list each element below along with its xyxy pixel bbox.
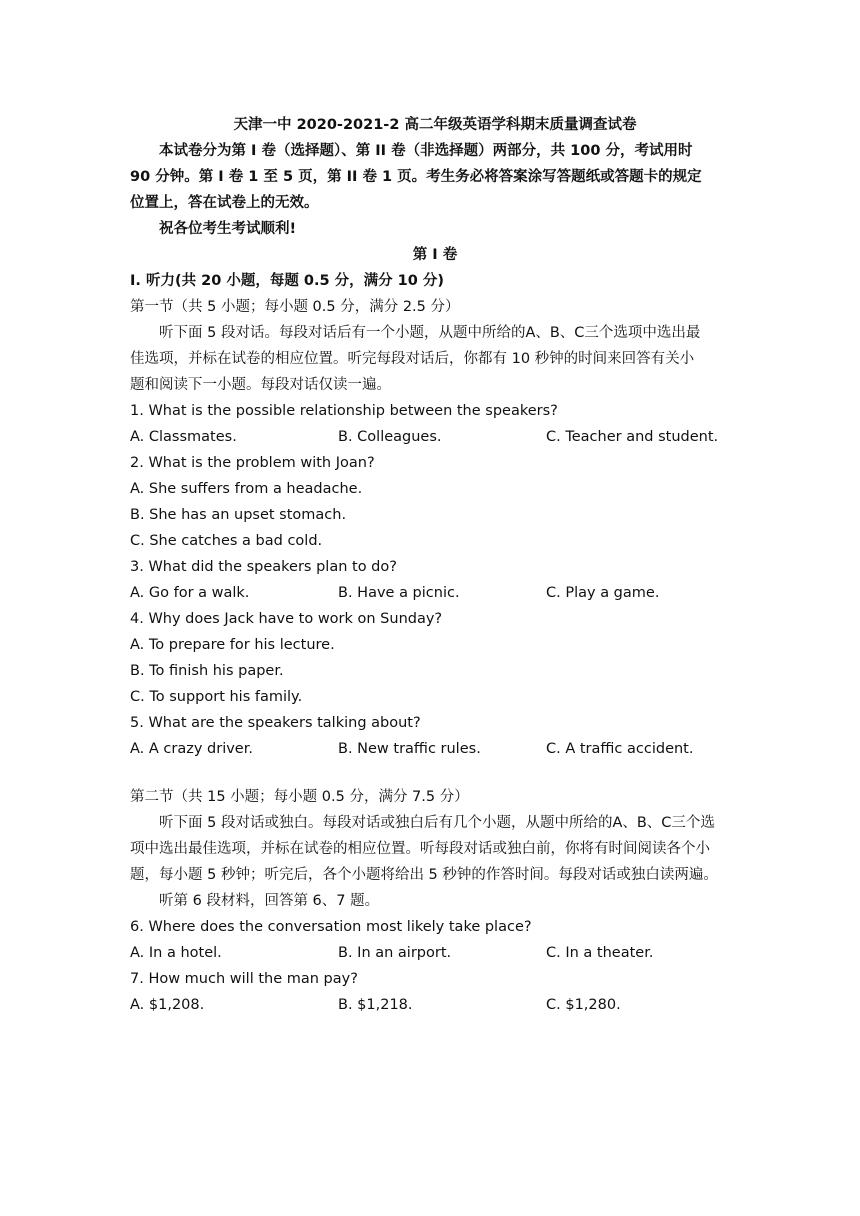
part-heading: I. 听力(共 20 小题，每题 0.5 分，满分 10 分): [130, 273, 445, 289]
option: C. She catches a bad cold.: [130, 533, 323, 549]
material-note: 听第 6 段材料，回答第 6、7 题。: [159, 893, 380, 909]
option: B. To finish his paper.: [130, 663, 284, 679]
question: [130, 966, 740, 1018]
options-row: [130, 940, 740, 966]
question: [130, 914, 740, 966]
options-row: [130, 736, 740, 762]
section-gap: [130, 762, 740, 784]
options-row: [130, 992, 740, 1018]
option: A. To prepare for his lecture.: [130, 637, 335, 653]
section-heading: 第二节（共 15 小题；每小题 0.5 分，满分 7.5 分）: [130, 789, 469, 805]
instruction-line: 听下面 5 段对话或独白。每段对话或独白后有几个小题，从题中所给的A、B、C三个选: [159, 815, 715, 831]
instruction-line: 佳选项，并标在试卷的相应位置。听完每段对话后，你都有 10 秒钟的时间来回答有关小: [130, 351, 695, 367]
exam-intro: [130, 138, 740, 216]
question-stem: 5. What are the speakers talking about?: [130, 715, 421, 731]
instruction-line: 题，每小题 5 秒钟；听完后，各个小题将给出 5 秒钟的作答时间。每段对话或独白读两遍。: [130, 867, 718, 883]
option: C. To support his family.: [130, 689, 303, 705]
option: B. Colleagues.: [338, 429, 442, 445]
section-instructions: [130, 810, 740, 888]
instruction-line: 听下面 5 段对话。每段对话后有一个小题，从题中所给的A、B、C三个选项中选出最: [159, 325, 701, 341]
exam-page: [130, 112, 740, 1018]
instruction-line: 项中选出最佳选项，并标在试卷的相应位置。听每段对话或独白前，你将有时间阅读各个小: [130, 841, 710, 857]
question-stem: 7. How much will the man pay?: [130, 971, 358, 987]
question: [130, 398, 740, 450]
option: B. New traffic rules.: [338, 741, 481, 757]
option: A. She suffers from a headache.: [130, 481, 363, 497]
question-stem: 4. Why does Jack have to work on Sunday?: [130, 611, 443, 627]
question-stem: 1. What is the possible relationship between the speakers?: [130, 403, 558, 419]
volume-title: 第 I 卷: [412, 247, 458, 263]
option: B. She has an upset stomach.: [130, 507, 347, 523]
intro-line: 本试卷分为第 I 卷（选择题）、第 II 卷（非选择题）两部分，共 100 分，考试用时: [159, 143, 693, 159]
option: A. $1,208.: [130, 997, 205, 1013]
question: [130, 710, 740, 762]
question-stem: 3. What did the speakers plan to do?: [130, 559, 397, 575]
intro-line: 90 分钟。第 I 卷 1 至 5 页，第 II 卷 1 页。考生务必将答案涂写答题纸或答题卡的规定: [130, 169, 702, 185]
option: A. In a hotel.: [130, 945, 222, 961]
option: B. $1,218.: [338, 997, 413, 1013]
intro-line: 位置上，答在试卷上的无效。: [130, 195, 319, 211]
option: A. Go for a walk.: [130, 585, 250, 601]
option: C. $1,280.: [546, 997, 621, 1013]
options-row: [130, 424, 740, 450]
instruction-line: 题和阅读下一小题。每段对话仅读一遍。: [130, 377, 391, 393]
option: A. Classmates.: [130, 429, 237, 445]
question: [130, 606, 740, 710]
section-heading: 第一节（共 5 小题；每小题 0.5 分，满分 2.5 分）: [130, 299, 460, 315]
exam-title: 天津一中 2020-2021-2 高二年级英语学科期末质量调查试卷: [233, 117, 637, 133]
question-stem: 2. What is the problem with Joan?: [130, 455, 375, 471]
exam-wish: 祝各位考生考试顺利!: [159, 221, 297, 237]
option: C. Play a game.: [546, 585, 660, 601]
option: C. Teacher and student.: [546, 429, 719, 445]
question-stem: 6. Where does the conversation most likely take place?: [130, 919, 532, 935]
options-row: [130, 580, 740, 606]
section-instructions: [130, 320, 740, 398]
question: [130, 554, 740, 606]
option: A. A crazy driver.: [130, 741, 253, 757]
option: C. In a theater.: [546, 945, 654, 961]
question: [130, 450, 740, 554]
option: B. Have a picnic.: [338, 585, 460, 601]
option: C. A traffic accident.: [546, 741, 694, 757]
option: B. In an airport.: [338, 945, 452, 961]
